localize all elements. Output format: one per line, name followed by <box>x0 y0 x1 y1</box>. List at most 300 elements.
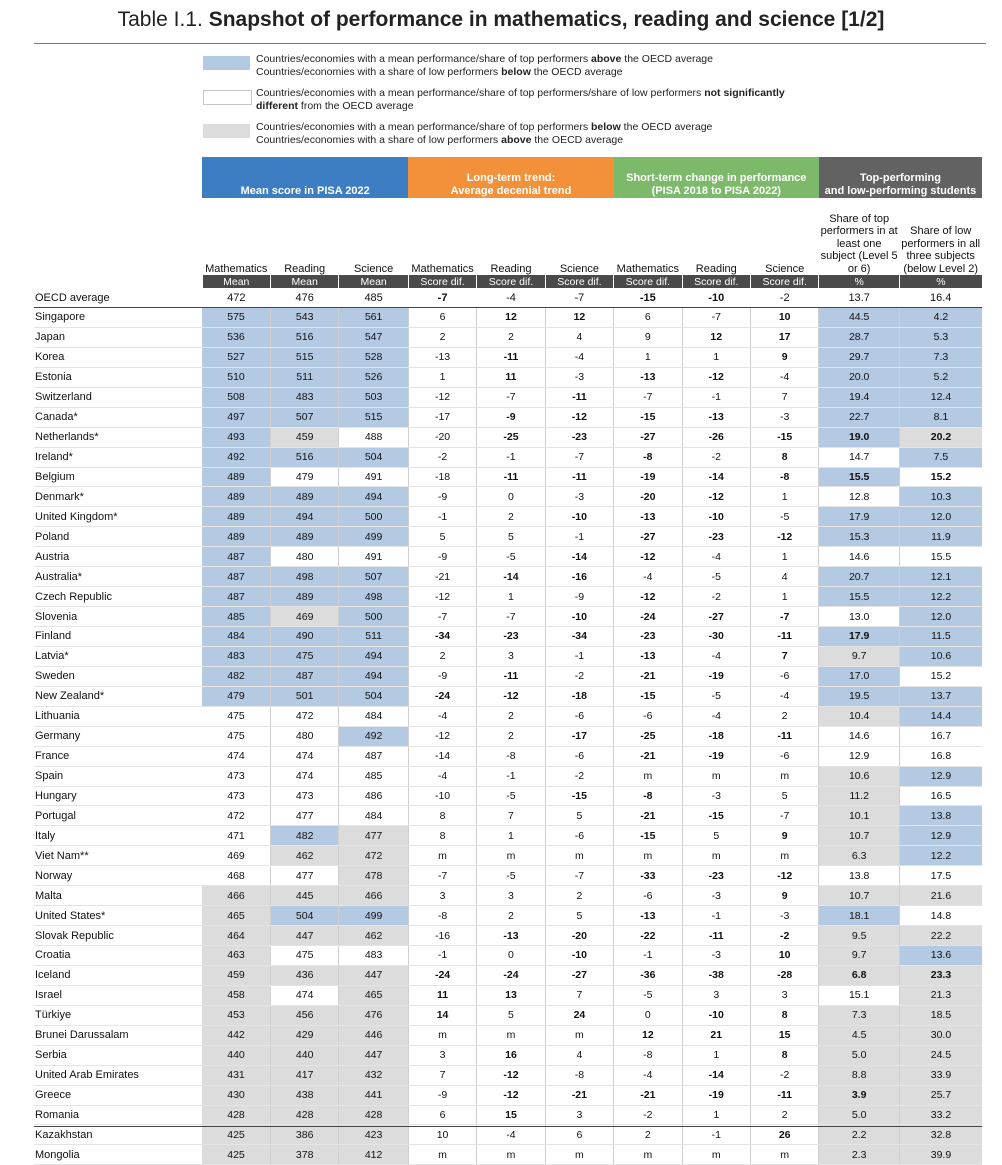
table-cell: 500 <box>339 507 408 527</box>
table-cell: -6 <box>545 706 613 726</box>
table-row <box>34 527 982 547</box>
table-cell: -19 <box>614 467 682 487</box>
table-cell: 2.3 <box>819 1145 900 1165</box>
table-cell: -15 <box>545 786 613 806</box>
table-cell: 476 <box>270 288 338 308</box>
table-cell: 501 <box>270 686 338 706</box>
table-cell: 9.5 <box>819 926 900 946</box>
table-cell: 494 <box>339 487 408 507</box>
table-cell: -34 <box>545 627 613 647</box>
table-cell: -22 <box>614 926 682 946</box>
table-cell: m <box>408 846 476 866</box>
group-label: Mean score in PISA 2022 <box>240 185 370 197</box>
table-row <box>34 726 982 746</box>
table-cell: 44.5 <box>819 308 900 328</box>
table-cell: -5 <box>477 547 545 567</box>
table-cell: -13 <box>614 367 682 387</box>
table-cell: 8 <box>750 1005 818 1025</box>
table-cell: -3 <box>750 407 818 427</box>
table-cell: 503 <box>339 387 408 407</box>
table-row <box>34 806 982 826</box>
table-cell: -1 <box>408 507 476 527</box>
table-cell: 472 <box>202 806 270 826</box>
table-cell: 13.7 <box>819 288 900 308</box>
table-cell: -27 <box>545 965 613 985</box>
table-cell: 469 <box>202 846 270 866</box>
table-cell: -8 <box>750 467 818 487</box>
country-name: Iceland <box>34 965 202 985</box>
table-cell: -21 <box>614 1085 682 1105</box>
table-cell: -6 <box>545 746 613 766</box>
country-name: Switzerland <box>34 387 202 407</box>
table-cell: 456 <box>270 1005 338 1025</box>
table-cell: 511 <box>270 367 338 387</box>
table-cell: 7.5 <box>899 447 982 467</box>
table-cell: -4 <box>682 706 750 726</box>
table-cell: -4 <box>682 547 750 567</box>
table-cell: 2 <box>477 706 545 726</box>
table-row <box>34 1045 982 1065</box>
table-cell: m <box>408 1145 476 1165</box>
column-header: Share of top performers in at least one subject (Level 5 or 6) <box>820 212 898 275</box>
table-cell: m <box>750 766 818 786</box>
country-name: Korea <box>34 347 202 367</box>
table-cell: 5 <box>545 906 613 926</box>
table-cell: -10 <box>545 607 613 627</box>
table-cell: 494 <box>339 646 408 666</box>
country-name: Finland <box>34 627 202 647</box>
table-cell: m <box>750 846 818 866</box>
table-cell: 5.0 <box>819 1045 900 1065</box>
column-header: Mathematics <box>616 262 680 275</box>
country-name: Sweden <box>34 666 202 686</box>
table-cell: -21 <box>614 666 682 686</box>
performance-table <box>34 157 982 1165</box>
table-cell: 33.2 <box>899 1105 982 1125</box>
table-cell: m <box>545 1025 613 1045</box>
table-cell: m <box>408 1025 476 1045</box>
table-cell: 21 <box>682 1025 750 1045</box>
table-cell: 19.0 <box>819 427 900 447</box>
table-cell: -24 <box>614 607 682 627</box>
table-cell: -2 <box>682 587 750 607</box>
table-cell: 6 <box>408 308 476 328</box>
table-cell: 1 <box>682 1105 750 1125</box>
legend-swatch <box>203 56 250 70</box>
table-cell: -4 <box>614 1065 682 1085</box>
table-cell: 0 <box>477 946 545 966</box>
table-cell: 489 <box>202 507 270 527</box>
table-cell: 2 <box>477 327 545 347</box>
unit-header: Score dif. <box>408 275 476 288</box>
table-cell: 493 <box>202 427 270 447</box>
table-cell: 12 <box>682 327 750 347</box>
table-cell: -6 <box>750 666 818 686</box>
table-cell: 24.5 <box>899 1045 982 1065</box>
table-cell: 22.2 <box>899 926 982 946</box>
table-cell: 483 <box>339 946 408 966</box>
table-cell: -7 <box>477 607 545 627</box>
table-cell: 428 <box>339 1105 408 1125</box>
table-cell: 480 <box>270 547 338 567</box>
table-cell: 16.8 <box>899 746 982 766</box>
table-cell: -21 <box>614 806 682 826</box>
table-cell: -12 <box>750 866 818 886</box>
table-cell: 10.6 <box>899 646 982 666</box>
table-cell: 4 <box>545 327 613 347</box>
table-cell: 417 <box>270 1065 338 1085</box>
unit-header: Mean <box>202 275 270 288</box>
table-cell: 4.5 <box>819 1025 900 1045</box>
table-cell: -9 <box>408 1085 476 1105</box>
table-cell: 11.5 <box>899 627 982 647</box>
table-cell: 474 <box>270 746 338 766</box>
table-cell: -4 <box>750 367 818 387</box>
column-header: Reading <box>695 262 737 275</box>
table-row <box>34 1105 982 1125</box>
table-cell: 20.2 <box>899 427 982 447</box>
country-name: Czech Republic <box>34 587 202 607</box>
country-name: Italy <box>34 826 202 846</box>
table-cell: 484 <box>339 806 408 826</box>
table-cell: 2 <box>477 507 545 527</box>
table-cell: 12.4 <box>899 387 982 407</box>
table-cell: 487 <box>202 587 270 607</box>
table-row <box>34 666 982 686</box>
table-cell: 489 <box>202 487 270 507</box>
country-name: Viet Nam** <box>34 846 202 866</box>
group-header-long-term <box>408 157 613 198</box>
table-cell: -12 <box>682 367 750 387</box>
column-header: Science <box>559 262 599 275</box>
table-cell: 440 <box>202 1045 270 1065</box>
table-cell: m <box>477 1025 545 1045</box>
table-row <box>34 1025 982 1045</box>
table-cell: -11 <box>750 726 818 746</box>
table-cell: 504 <box>339 447 408 467</box>
table-cell: -25 <box>477 427 545 447</box>
table-cell: -30 <box>682 627 750 647</box>
column-header: Mathematics <box>205 262 268 275</box>
table-cell: 3.9 <box>819 1085 900 1105</box>
table-cell: 477 <box>270 866 338 886</box>
table-cell: 11.9 <box>899 527 982 547</box>
country-name: Netherlands* <box>34 427 202 447</box>
table-cell: -12 <box>408 387 476 407</box>
table-cell: 3 <box>477 646 545 666</box>
table-cell: 7.3 <box>819 1005 900 1025</box>
country-name: Brunei Darussalam <box>34 1025 202 1045</box>
table-row <box>34 547 982 567</box>
table-cell: -10 <box>682 1005 750 1025</box>
table-cell: 474 <box>202 746 270 766</box>
table-row <box>34 1005 982 1025</box>
table-cell: 2.2 <box>819 1125 900 1145</box>
table-cell: -9 <box>408 487 476 507</box>
table-cell: -12 <box>477 1065 545 1085</box>
table-cell: 438 <box>270 1085 338 1105</box>
table-cell: 30.0 <box>899 1025 982 1045</box>
table-cell: 561 <box>339 308 408 328</box>
title-divider <box>34 43 986 44</box>
table-cell: 10 <box>750 946 818 966</box>
table-cell: 18.1 <box>819 906 900 926</box>
table-cell: m <box>682 766 750 786</box>
table-cell: -10 <box>408 786 476 806</box>
legend-text: Countries/economies with a mean performance/share of top performers above the OECD average Countries/economies with a share of low performers below the OECD average <box>256 53 713 78</box>
table-row <box>34 866 982 886</box>
table-cell: 472 <box>270 706 338 726</box>
table-row <box>34 686 982 706</box>
country-name: Serbia <box>34 1045 202 1065</box>
table-cell: 5 <box>750 786 818 806</box>
blank-corner <box>34 157 202 198</box>
table-cell: -1 <box>545 646 613 666</box>
table-row <box>34 886 982 906</box>
table-cell: 12.8 <box>819 487 900 507</box>
table-cell: -16 <box>545 567 613 587</box>
table-row <box>34 327 982 347</box>
group-header-row <box>34 157 982 198</box>
table-cell: 547 <box>339 327 408 347</box>
table-cell: 9.7 <box>819 646 900 666</box>
table-cell: 10.3 <box>899 487 982 507</box>
table-cell: 19.5 <box>819 686 900 706</box>
table-cell: 7 <box>477 806 545 826</box>
table-cell: -2 <box>750 926 818 946</box>
table-cell: -11 <box>545 387 613 407</box>
table-cell: 494 <box>339 666 408 686</box>
table-cell: 15.3 <box>819 527 900 547</box>
table-heading: Snapshot of performance in mathematics, reading and science [1/2] <box>208 8 885 31</box>
table-cell: -26 <box>682 427 750 447</box>
table-cell: 479 <box>202 686 270 706</box>
table-cell: 10.6 <box>819 766 900 786</box>
table-cell: 1 <box>750 587 818 607</box>
table-cell: -8 <box>614 1045 682 1065</box>
table-cell: -7 <box>750 806 818 826</box>
table-cell: 386 <box>270 1125 338 1145</box>
table-cell: 15.5 <box>819 467 900 487</box>
table-cell: 5 <box>682 826 750 846</box>
table-cell: 3 <box>750 985 818 1005</box>
table-cell: 489 <box>270 587 338 607</box>
table-cell: -14 <box>408 746 476 766</box>
table-cell: -18 <box>682 726 750 746</box>
table-cell: 8 <box>408 806 476 826</box>
table-cell: 459 <box>202 965 270 985</box>
table-cell: -19 <box>682 746 750 766</box>
country-name: Türkiye <box>34 1005 202 1025</box>
table-cell: 12.0 <box>899 607 982 627</box>
table-cell: 9 <box>614 327 682 347</box>
table-cell: 14 <box>408 1005 476 1025</box>
table-cell: -25 <box>614 726 682 746</box>
table-row <box>34 607 982 627</box>
country-name: France <box>34 746 202 766</box>
table-cell: -24 <box>408 965 476 985</box>
table-cell: 28.7 <box>819 327 900 347</box>
table-cell: 15 <box>477 1105 545 1125</box>
table-cell: 12.9 <box>899 826 982 846</box>
country-name: United States* <box>34 906 202 926</box>
group-header-top-low <box>819 157 982 198</box>
table-cell: -20 <box>408 427 476 447</box>
table-cell: -12 <box>477 686 545 706</box>
table-cell: 6.3 <box>819 846 900 866</box>
table-cell: 516 <box>270 327 338 347</box>
table-bottom-rule <box>34 1126 982 1127</box>
group-header-mean <box>202 157 408 198</box>
table-cell: 9.7 <box>819 946 900 966</box>
table-cell: 536 <box>202 327 270 347</box>
table-cell: -1 <box>477 447 545 467</box>
table-cell: 504 <box>339 686 408 706</box>
table-cell: 489 <box>202 527 270 547</box>
table-cell: 2 <box>477 906 545 926</box>
table-cell: 12.1 <box>899 567 982 587</box>
table-row <box>34 507 982 527</box>
table-cell: -5 <box>614 985 682 1005</box>
table-title <box>0 8 1002 32</box>
table-cell: -23 <box>477 627 545 647</box>
table-cell: 475 <box>202 706 270 726</box>
table-cell: -13 <box>682 407 750 427</box>
country-name: Croatia <box>34 946 202 966</box>
table-cell: 17.9 <box>819 627 900 647</box>
table-cell: 473 <box>202 786 270 806</box>
table-cell: -10 <box>545 507 613 527</box>
table-cell: -12 <box>408 726 476 746</box>
table-row <box>34 826 982 846</box>
table-cell: -1 <box>682 906 750 926</box>
country-name: Malta <box>34 886 202 906</box>
table-cell: -8 <box>477 746 545 766</box>
table-cell: -3 <box>682 946 750 966</box>
table-cell: -13 <box>408 347 476 367</box>
table-cell: 6.8 <box>819 965 900 985</box>
unit-header: Score dif. <box>545 275 613 288</box>
legend-text: Countries/economies with a mean performance/share of top performers below the OECD average Countries/economies with a share of low performers above the OECD average <box>256 121 713 146</box>
table-cell: 10.7 <box>819 886 900 906</box>
table-row <box>34 926 982 946</box>
table-cell: 6 <box>408 1105 476 1125</box>
table-cell: -12 <box>614 587 682 607</box>
group-label: Average decenial trend <box>450 185 572 197</box>
table-cell: -7 <box>408 607 476 627</box>
table-cell: 32.8 <box>899 1125 982 1145</box>
table-row <box>34 387 982 407</box>
table-row <box>34 308 982 328</box>
table-cell: -36 <box>614 965 682 985</box>
table-cell: -11 <box>750 1085 818 1105</box>
table-cell: -11 <box>477 467 545 487</box>
table-cell: -6 <box>545 826 613 846</box>
table-cell: 504 <box>270 906 338 926</box>
table-cell: 489 <box>202 467 270 487</box>
table-cell: 1 <box>682 1045 750 1065</box>
table-cell: 2 <box>545 886 613 906</box>
table-cell: 453 <box>202 1005 270 1025</box>
table-cell: 5 <box>477 1005 545 1025</box>
table-cell: 8.8 <box>819 1065 900 1085</box>
table-cell: 458 <box>202 985 270 1005</box>
table-cell: 476 <box>339 1005 408 1025</box>
table-cell: 17 <box>750 327 818 347</box>
table-cell: -13 <box>477 926 545 946</box>
table-cell: 7 <box>750 387 818 407</box>
table-cell: 425 <box>202 1125 270 1145</box>
table-cell: m <box>614 766 682 786</box>
table-cell: -16 <box>408 926 476 946</box>
table-cell: -1 <box>408 946 476 966</box>
table-cell: 475 <box>270 946 338 966</box>
table-cell: 428 <box>270 1105 338 1125</box>
table-cell: 12.2 <box>899 846 982 866</box>
table-cell: 1 <box>477 826 545 846</box>
table-cell: -6 <box>614 706 682 726</box>
table-cell: -12 <box>614 547 682 567</box>
table-cell: -13 <box>614 906 682 926</box>
table-cell: 507 <box>270 407 338 427</box>
table-row <box>34 906 982 926</box>
group-label: Short-term change in performance <box>626 172 807 184</box>
table-cell: -38 <box>682 965 750 985</box>
table-cell: -4 <box>682 646 750 666</box>
table-cell: 10.4 <box>819 706 900 726</box>
table-cell: 17.0 <box>819 666 900 686</box>
table-cell: -2 <box>750 1065 818 1085</box>
group-header-short-term <box>614 157 819 198</box>
table-cell: 468 <box>202 866 270 886</box>
table-cell: -14 <box>545 547 613 567</box>
table-cell: 507 <box>339 567 408 587</box>
table-cell: 483 <box>270 387 338 407</box>
table-cell: 11 <box>477 367 545 387</box>
table-cell: 445 <box>270 886 338 906</box>
table-cell: 13.8 <box>899 806 982 826</box>
table-cell: 9 <box>750 826 818 846</box>
table-row <box>34 347 982 367</box>
table-cell: -15 <box>750 427 818 447</box>
table-cell: 12.9 <box>819 746 900 766</box>
table-row <box>34 1065 982 1085</box>
table-cell: m <box>545 1145 613 1165</box>
table-cell: 442 <box>202 1025 270 1045</box>
table-cell: -14 <box>477 567 545 587</box>
table-row <box>34 447 982 467</box>
table-cell: 1 <box>750 547 818 567</box>
table-cell: -5 <box>682 567 750 587</box>
table-cell: 499 <box>339 527 408 547</box>
table-cell: m <box>614 1145 682 1165</box>
table-cell: -24 <box>477 965 545 985</box>
table-cell: 472 <box>202 288 270 308</box>
table-cell: -2 <box>408 447 476 467</box>
table-cell: 13.8 <box>819 866 900 886</box>
table-row <box>34 985 982 1005</box>
table-cell: 8 <box>750 1045 818 1065</box>
table-cell: 575 <box>202 308 270 328</box>
table-row <box>34 467 982 487</box>
table-cell: 12 <box>477 308 545 328</box>
row-label: OECD average <box>34 288 202 308</box>
table-cell: 489 <box>270 527 338 547</box>
country-name: United Arab Emirates <box>34 1065 202 1085</box>
table-cell: -2 <box>545 666 613 686</box>
table-cell: m <box>477 1145 545 1165</box>
table-cell: -1 <box>682 1125 750 1145</box>
